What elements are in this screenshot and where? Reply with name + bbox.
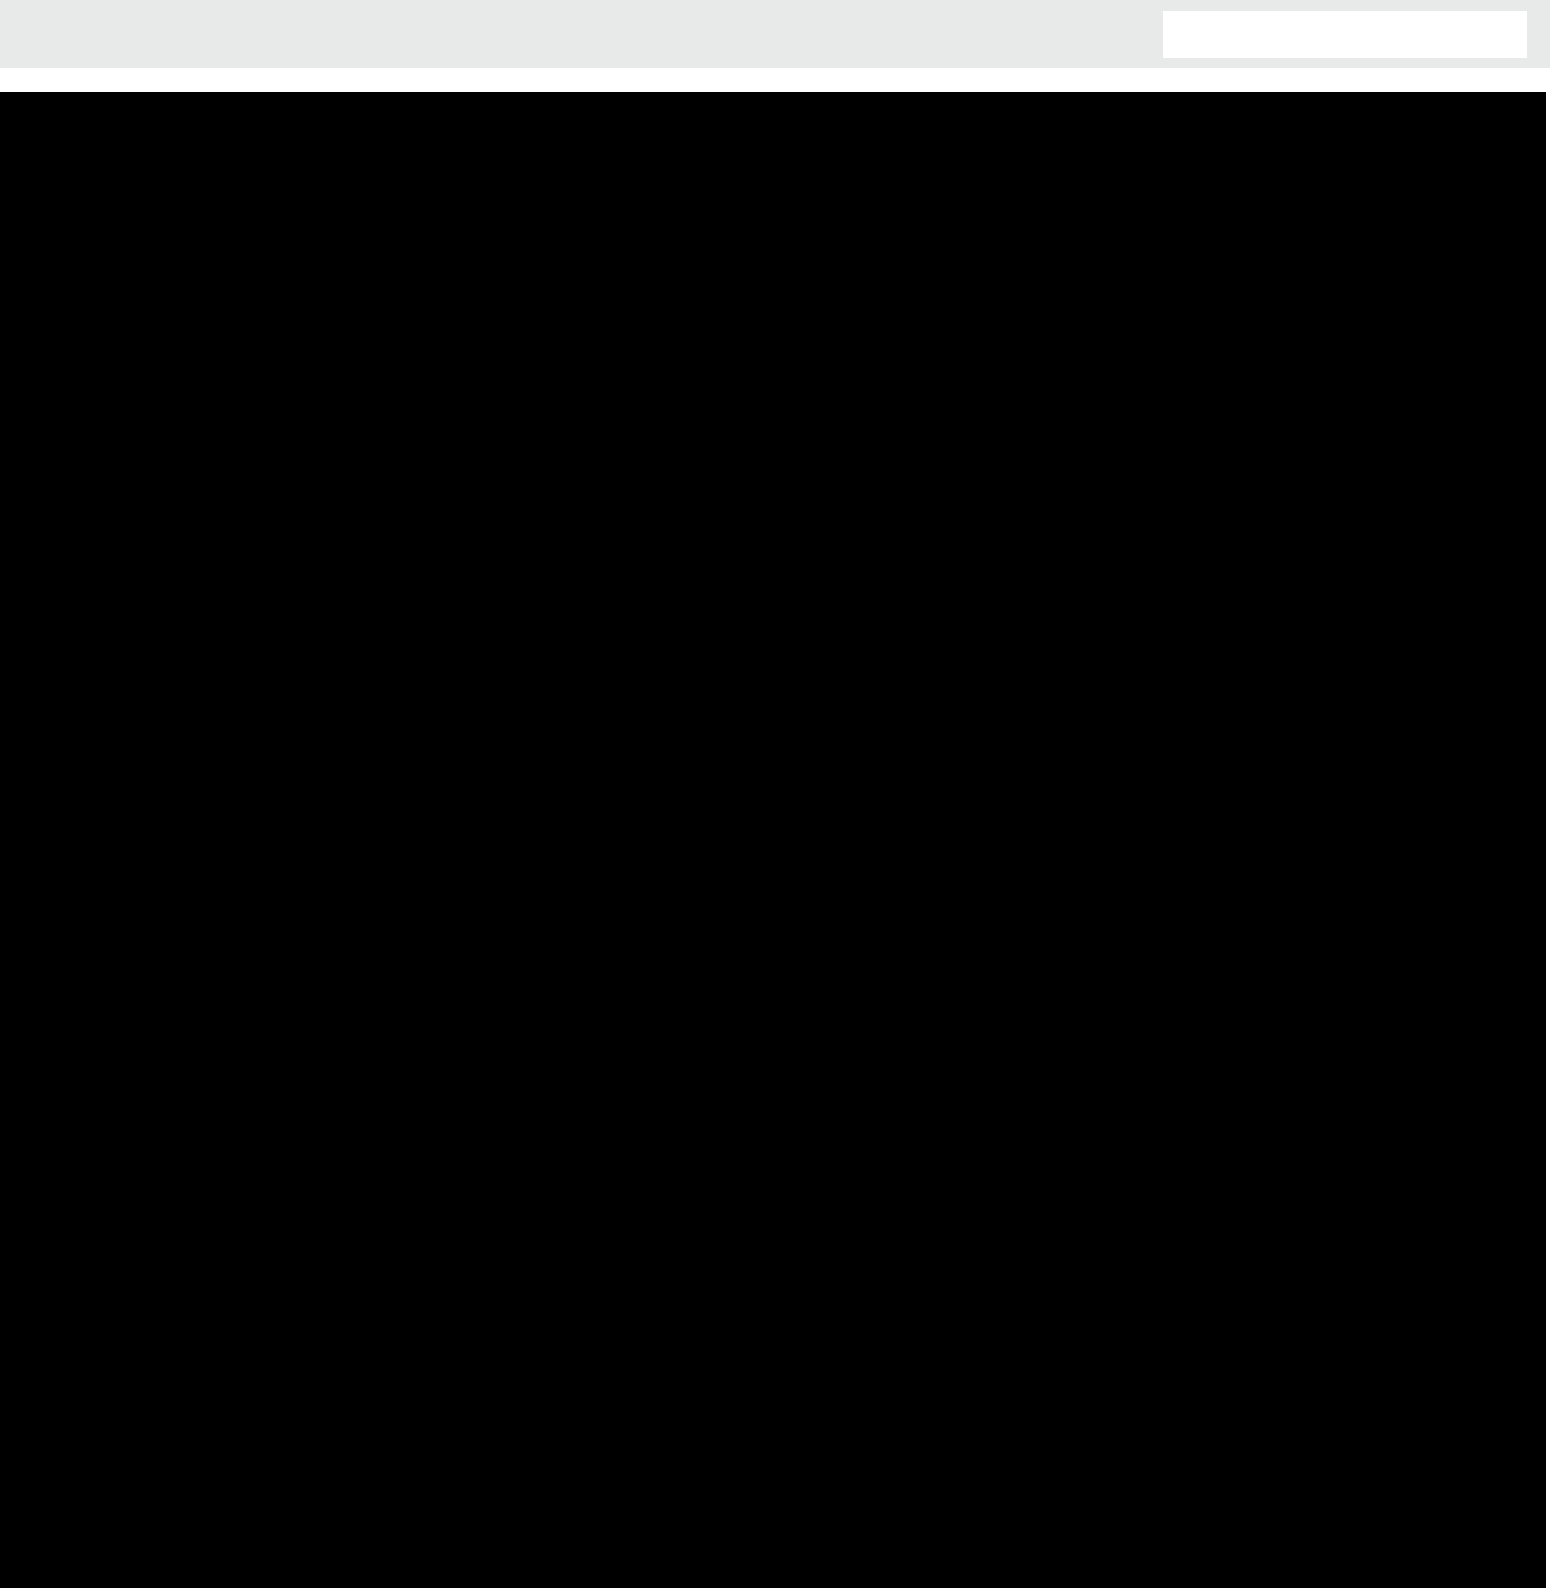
color-calibration-bar xyxy=(1163,11,1527,58)
header-bar xyxy=(0,0,1550,68)
crossword-puzzle xyxy=(0,92,1546,1588)
crossword-grid xyxy=(0,92,1546,1588)
